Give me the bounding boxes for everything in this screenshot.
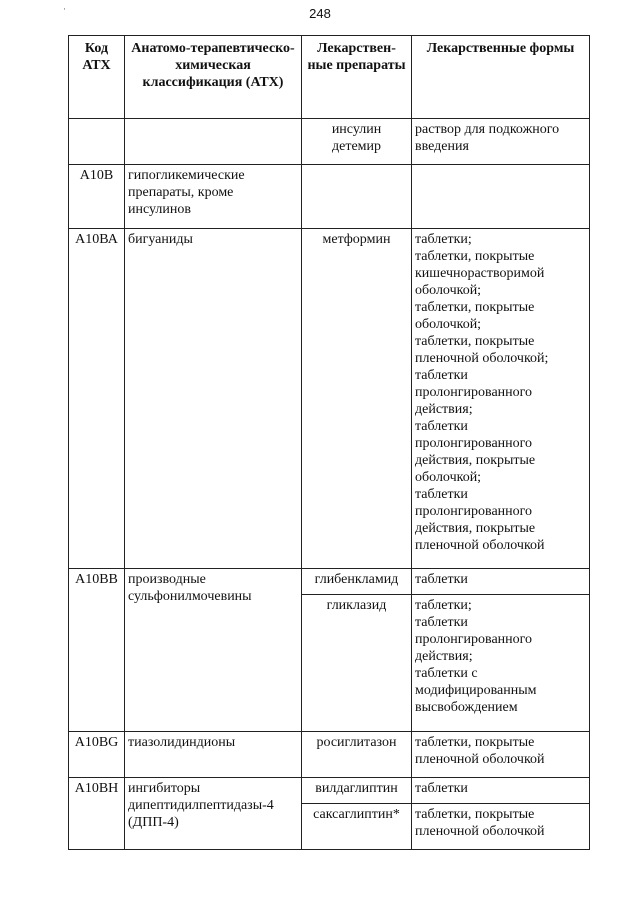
atx-name: ингибиторы дипептидилпептидазы-4 (ДПП-4) [125, 778, 302, 850]
table-row [69, 732, 590, 778]
drug-name [302, 165, 412, 229]
table-header-row [69, 36, 590, 119]
drug-name: метформин [302, 229, 412, 569]
table-row [69, 165, 590, 229]
drug-name: вилдаглиптин [302, 778, 412, 804]
drug-form: таблетки; таблетки пролонгированного действия; таблетки с модифицированным высвобождением [412, 595, 590, 732]
header-code: Код АТХ [69, 36, 125, 119]
drug-form [412, 165, 590, 229]
page-number: 248 [309, 6, 331, 21]
drug-form: раствор для подкожного введения [412, 119, 590, 165]
atx-code [69, 119, 125, 165]
atx-code: А10ВН [69, 778, 125, 850]
drug-form: таблетки [412, 569, 590, 595]
drug-name: саксаглиптин* [302, 804, 412, 850]
atx-name [125, 119, 302, 165]
table-row [69, 229, 590, 569]
atx-code: А10ВА [69, 229, 125, 569]
drug-name: инсулин детемир [302, 119, 412, 165]
drug-form: таблетки [412, 778, 590, 804]
drug-form: таблетки, покрытые пленочной оболочкой [412, 804, 590, 850]
atx-table [68, 35, 590, 850]
drug-name: росиглитазон [302, 732, 412, 778]
atx-code: А10ВВ [69, 569, 125, 732]
table-row [69, 778, 590, 804]
drug-form: таблетки; таблетки, покрытые кишечнорастворимой оболочкой; таблетки, покрытые оболочкой; таблетки, покрытые пленочной оболочкой; таблетки пролонгированного действия; таблетки пролонгированного действия, покрытые оболочкой; таблетки пролонгированного действия, покрытые пленочной оболочкой [412, 229, 590, 569]
table-row [69, 569, 590, 595]
atx-code: А10BG [69, 732, 125, 778]
corner-mark: · [63, 4, 66, 14]
atx-name: производные сульфонилмочевины [125, 569, 302, 732]
header-forms: Лекарственные формы [412, 36, 590, 119]
header-classification: Анатомо-терапевтическо-химическая классификация (АТХ) [125, 36, 302, 119]
atx-name: бигуаниды [125, 229, 302, 569]
drug-name: гликлазид [302, 595, 412, 732]
atx-name: гипогликемические препараты, кроме инсулинов [125, 165, 302, 229]
atx-code: А10В [69, 165, 125, 229]
header-drugs: Лекарствен-ные препараты [302, 36, 412, 119]
drug-form: таблетки, покрытые пленочной оболочкой [412, 732, 590, 778]
atx-name: тиазолидиндионы [125, 732, 302, 778]
table-row [69, 119, 590, 165]
drug-name: глибенкламид [302, 569, 412, 595]
